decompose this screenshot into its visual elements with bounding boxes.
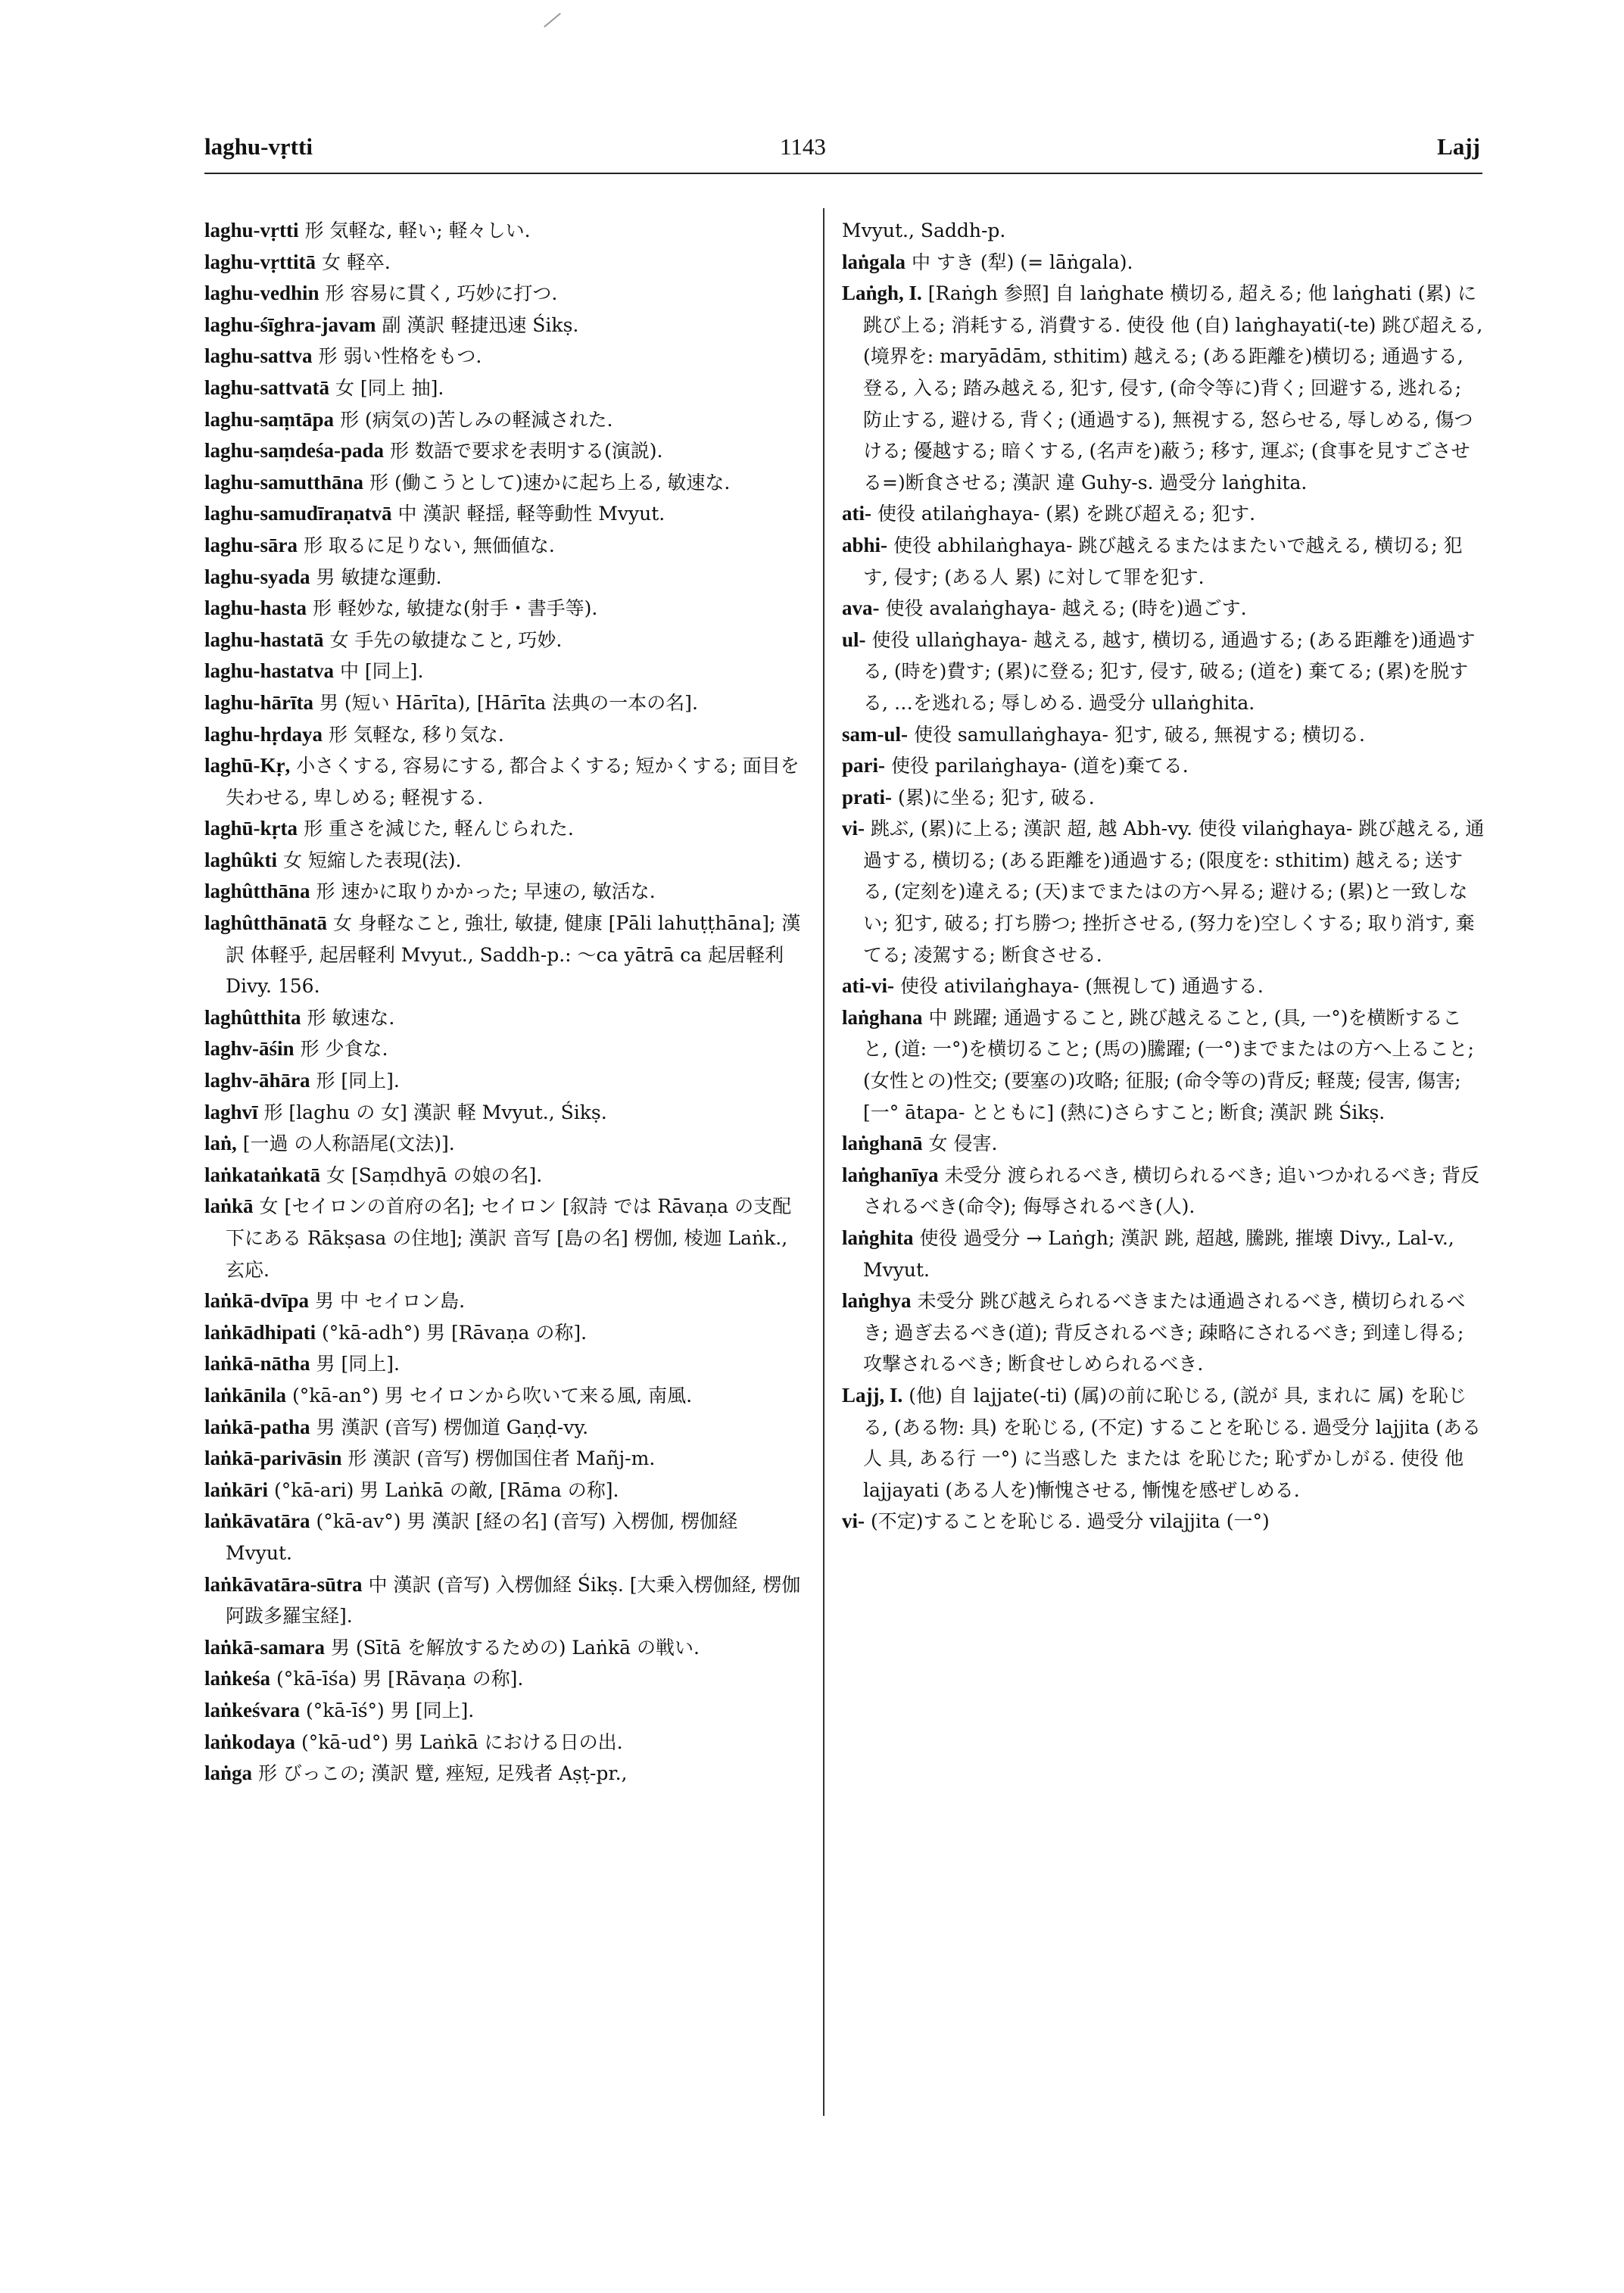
- dictionary-entry: [204, 750, 810, 813]
- right-column: [842, 215, 1485, 1537]
- entry-definition: (°kā-ud°) 男 Laṅkā における日の出.: [301, 1731, 623, 1753]
- dictionary-entry: [842, 1128, 1485, 1160]
- entry-headword: laghu-saṃtāpa: [204, 407, 335, 431]
- entry-definition: (°kā-ari) 男 Laṅkā の敵, [Rāma の称].: [273, 1478, 619, 1501]
- dictionary-entry: [842, 719, 1485, 751]
- dictionary-entry: [204, 498, 810, 530]
- entry-headword: laghûkti: [204, 848, 278, 871]
- dictionary-entry: [204, 625, 810, 656]
- dictionary-entry: [204, 1348, 810, 1380]
- entry-definition: 使役 parilaṅghaya- (道を)棄てる.: [890, 755, 1189, 777]
- entry-definition: 男 [同上].: [316, 1353, 400, 1375]
- dictionary-entry: [204, 1443, 810, 1475]
- entry-definition: 形 敏速な.: [307, 1006, 395, 1029]
- entry-definition: 男 中 セイロン島.: [315, 1290, 466, 1313]
- entry-headword: sam-ul-: [842, 722, 908, 746]
- entry-headword: laṅgala: [842, 250, 906, 273]
- dictionary-entry: [204, 845, 810, 877]
- dictionary-entry: [204, 1758, 810, 1790]
- dictionary-entry: [842, 813, 1485, 970]
- dictionary-entry: [842, 1506, 1485, 1537]
- entry-headword: laghu-samutthāna: [204, 470, 364, 494]
- dictionary-entry: [204, 467, 810, 499]
- entry-definition: 中 漢訳 (音写) 入楞伽経 Śikṣ. [大乗入楞伽経, 楞伽阿跋多羅宝経].: [226, 1573, 801, 1628]
- entry-headword: laghu-syada: [204, 565, 310, 588]
- entry-definition: 男 敏捷な運動.: [316, 565, 442, 588]
- entry-definition: 女 手先の敏捷なこと, 巧妙.: [329, 628, 563, 651]
- entry-definition: 小さくする, 容易にする, 都合よくする; 短かくする; 面目を失わせる, 卑しめる; 軽視する.: [226, 755, 800, 808]
- entry-definition: 形 重さを減じた, 軽んじられた.: [303, 818, 574, 840]
- entry-definition: 形 軽妙な, 敏捷な(射手・書手等).: [313, 597, 598, 620]
- dictionary-entry: [204, 1569, 810, 1632]
- entry-headword: prati-: [842, 785, 892, 808]
- entry-definition: 形 びっこの; 漢訳 躄, 痤短, 足残者 Aṣṭ-pr.,: [257, 1762, 628, 1785]
- entry-headword: laṅkeśvara: [204, 1698, 301, 1721]
- entry-headword: laghū-kṛta: [204, 817, 298, 840]
- entry-headword: ava-: [842, 597, 880, 620]
- entry-definition: 形 数語で要求を表明する(演説).: [390, 440, 663, 463]
- entry-definition: 副 漢訳 軽捷迅速 Śikṣ.: [382, 313, 579, 336]
- entry-headword: laghu-hārīta: [204, 690, 314, 714]
- dictionary-entry: [204, 593, 810, 625]
- entry-headword: laghu-saṃdeśa-pada: [204, 439, 385, 463]
- dictionary-entry: [842, 247, 1485, 279]
- entry-headword: laghûtthānatā: [204, 911, 328, 935]
- dictionary-entry: [204, 341, 810, 372]
- dictionary-entry: [842, 530, 1485, 593]
- dictionary-entry: [204, 1475, 810, 1506]
- dictionary-entry: [204, 372, 810, 404]
- dictionary-entry: [842, 593, 1485, 625]
- entry-headword: abhi-: [842, 533, 888, 556]
- dictionary-entry: [204, 247, 810, 279]
- header-rule: [204, 173, 1482, 174]
- entry-definition: 女 軽卒.: [321, 251, 391, 273]
- entry-definition: (他) 自 lajjate(-ti) (属)の前に恥じる, (説が 具, まれに 属) を恥じる, (ある物: 具) を恥じる, (不定) することを恥じる. 過受分 lajjita (ある人 具, ある行 一°) に当惑した または を恥じた; 恥ずかしがる. 使役 他 lajjayati (ある人を)慚愧させる, 慚愧を感ぜしめる.: [863, 1384, 1481, 1501]
- entry-definition: 使役 abhilaṅghaya- 跳び越えるまたはまたいで越える, 横切る; 犯す, 侵す; (ある人 累) に対して罪を犯す.: [863, 534, 1463, 588]
- entry-headword: laghu-vṛtti: [204, 219, 299, 241]
- entry-definition: 形 (病気の)苦しみの軽減された.: [339, 408, 613, 431]
- dictionary-entry: [842, 215, 1485, 247]
- entry-headword: laṅkā-samara: [204, 1635, 326, 1659]
- entry-definition: 女 [Saṃdhyā の娘の名].: [326, 1164, 543, 1186]
- entry-headword: laghu-sattvatā: [204, 375, 330, 399]
- entry-definition: 形 気軽な, 軽い; 軽々しい.: [304, 220, 531, 241]
- entry-definition: (累)に坐る; 犯す, 破る.: [897, 786, 1095, 808]
- entry-definition: 使役 avalaṅghaya- 越える; (時を)過ごす.: [885, 597, 1247, 620]
- entry-definition: 形 漢訳 (音写) 楞伽国住者 Mañj-m.: [348, 1447, 656, 1470]
- running-head-left: laghu-vṛtti: [204, 133, 313, 160]
- entry-headword: laghu-śīghra-javam: [204, 313, 376, 336]
- dictionary-entry: [204, 215, 810, 247]
- entry-definition: 女 侵害.: [928, 1132, 998, 1155]
- dictionary-entry: [842, 625, 1485, 719]
- entry-headword: laṅkāvatāra-sūtra: [204, 1572, 363, 1596]
- entry-definition: 中 跳躍; 通過すること, 跳び越えること, (具, 一°)を横断すること, (道: 一°)を横切ること; (馬の)騰躍; (一°)までまたはの方へ上ること; (女性との)性交; (要塞の)攻略; 征服; (命令等の)背反; 軽蔑; 侵害, 傷害; [一° ātapa- とともに] (熱に)さらすこと; 断食; 漢訳 跳 Śikṣ.: [863, 1006, 1474, 1123]
- scan-mark: [544, 13, 568, 36]
- entry-headword: laghûtthita: [204, 1005, 301, 1029]
- dictionary-entry: [842, 782, 1485, 814]
- running-head-right: Lajj: [1437, 133, 1480, 160]
- entry-definition: [一過 の人称語尾(文法)].: [242, 1132, 455, 1155]
- entry-headword: laghûtthāna: [204, 880, 310, 903]
- entry-headword: laghu-hastatva: [204, 659, 335, 683]
- entry-headword: laṅga: [204, 1762, 253, 1785]
- entry-headword: laṅghita: [842, 1226, 914, 1249]
- dictionary-entry: [204, 1065, 810, 1097]
- entry-definition: 使役 過受分 → Laṅgh; 漢訳 跳, 超越, 騰跳, 摧壊 Divy., Lal-v., Mvyut.: [863, 1227, 1454, 1281]
- entry-definition: 中 漢訳 軽揺, 軽等動性 Mvyut.: [397, 503, 665, 525]
- dictionary-entry: [204, 1506, 810, 1569]
- dictionary-entry: [204, 656, 810, 687]
- entry-definition: 女 短縮した表現(法).: [283, 849, 462, 871]
- entry-headword: laṅkodaya: [204, 1730, 296, 1753]
- dictionary-entry: [204, 908, 810, 1002]
- entry-definition: 使役 ullaṅghaya- 越える, 越す, 横切る, 通過する; (ある距離を)通過する, (時を)費す; (累)に登る; 犯す, 侵す, 破る; (道を) 棄てる; (累)を脱する, …を逃れる; 辱しめる. 過受分 ullaṅghita.: [863, 628, 1476, 714]
- dictionary-entry: [204, 1285, 810, 1317]
- entry-definition: 使役 samullaṅghaya- 犯す, 破る, 無視する; 横切る.: [913, 723, 1365, 746]
- entry-headword: Lajj, I.: [842, 1383, 903, 1407]
- entry-headword: laṅghana: [842, 1005, 923, 1029]
- dictionary-entry: [842, 1380, 1485, 1506]
- entry-headword: laṅ,: [204, 1132, 237, 1155]
- dictionary-entry: [842, 1160, 1485, 1223]
- entry-headword: laghu-vedhin: [204, 282, 320, 305]
- entry-headword: laghu-sattva: [204, 344, 313, 368]
- entry-headword: vi-: [842, 1509, 865, 1533]
- entry-definition: 女 [同上 抽].: [335, 376, 444, 399]
- entry-definition: 男 (短い Hārīta), [Hārīta 法典の一本の名].: [319, 691, 698, 714]
- entry-headword: ati-vi-: [842, 974, 894, 998]
- entry-headword: laṅkādhipati: [204, 1320, 316, 1344]
- dictionary-entry: [204, 1128, 810, 1160]
- entry-definition: 使役 ativilaṅghaya- (無視して) 通過する.: [899, 975, 1264, 998]
- dictionary-entry: [204, 1191, 810, 1285]
- left-column: [204, 215, 810, 1790]
- entry-definition: (°kā-av°) 男 漢訳 [経の名] (音写) 入楞伽, 楞伽経 Mvyut.: [226, 1510, 738, 1564]
- entry-headword: laṅkataṅkatā: [204, 1163, 321, 1186]
- dictionary-entry: [204, 813, 810, 845]
- entry-definition: 中 [同上].: [339, 660, 424, 683]
- entry-headword: laṅkā-dvīpa: [204, 1289, 310, 1313]
- entry-headword: laghu-samudīraṇatvā: [204, 502, 392, 525]
- entry-headword: laghu-hastatā: [204, 628, 324, 651]
- entry-headword: Laṅgh, I.: [842, 282, 922, 305]
- dictionary-entry: [204, 1380, 810, 1412]
- entry-definition: 女 [セイロンの首府の名]; セイロン [叙詩 では Rāvaṇa の支配下にある Rākṣasa の住地]; 漢訳 音写 [島の名] 楞伽, 棱迦 Laṅk., 玄応.: [226, 1195, 792, 1281]
- entry-definition: (°kā-an°) 男 セイロンから吹いて来る風, 南風.: [292, 1384, 693, 1407]
- column-divider: [823, 208, 824, 2116]
- page-number: 1143: [780, 133, 826, 160]
- entry-definition: 形 少食な.: [300, 1038, 388, 1061]
- dictionary-entry: [204, 1317, 810, 1349]
- entry-definition: 形 [同上].: [316, 1070, 400, 1092]
- dictionary-entry: [842, 750, 1485, 782]
- entry-definition: (°kā-īśa) 男 [Rāvaṇa の称].: [276, 1668, 524, 1690]
- entry-definition: 未受分 跳び越えられるべきまたは通過されるべき, 横切られるべき; 過ぎ去るべき(道); 背反されるべき; 疎略にされるべき; 到達し得る; 攻撃されるべき; 断食せしめられるべき.: [863, 1290, 1466, 1375]
- entry-definition: 形 速かに取りかかった; 早速の, 敏活な.: [316, 880, 656, 903]
- entry-headword: laṅghanā: [842, 1132, 923, 1155]
- entry-headword: pari-: [842, 754, 885, 777]
- dictionary-entry: [204, 1160, 810, 1192]
- entry-headword: ul-: [842, 628, 866, 651]
- entry-definition: 形 [laghu の 女] 漢訳 軽 Mvyut., Śikṣ.: [263, 1101, 607, 1123]
- entry-headword: laghū-Kṛ,: [204, 754, 291, 777]
- entry-definition: 形 気軽な, 移り気な.: [329, 723, 504, 746]
- dictionary-entry: [204, 1727, 810, 1759]
- dictionary-entry: [204, 278, 810, 310]
- entry-headword: vi-: [842, 817, 865, 840]
- entry-definition: 形 (働こうとして)速かに起ち上る, 敏速な.: [369, 471, 731, 494]
- entry-headword: laṅkeśa: [204, 1667, 271, 1690]
- dictionary-entry: [842, 1223, 1485, 1285]
- entry-headword: laṅkā: [204, 1195, 254, 1218]
- dictionary-entry: [842, 498, 1485, 530]
- dictionary-entry: [204, 687, 810, 719]
- entry-headword: ati-: [842, 502, 871, 525]
- dictionary-entry: [842, 970, 1485, 1002]
- dictionary-entry: [204, 435, 810, 467]
- entry-definition: 未受分 渡られるべき, 横切られるべき; 追いつかれるべき; 背反されるべき(命令); 侮辱されるべき(人).: [863, 1164, 1480, 1218]
- entry-definition: 中 すき (犁) (= lāṅgala).: [911, 251, 1133, 273]
- dictionary-entry: [204, 1412, 810, 1444]
- entry-headword: laṅghanīya: [842, 1163, 939, 1186]
- dictionary-entry: [204, 310, 810, 341]
- entry-headword: laṅkānila: [204, 1383, 287, 1407]
- dictionary-entry: [204, 530, 810, 562]
- entry-definition: Mvyut., Saddh-p.: [842, 220, 1006, 241]
- entry-definition: (不定)することを恥じる. 過受分 vilajjita (一°): [870, 1510, 1270, 1533]
- entry-definition: 使役 atilaṅghaya- (累) を跳び超える; 犯す.: [877, 503, 1256, 525]
- entry-headword: laghu-hasta: [204, 597, 307, 620]
- entry-definition: 形 取るに足りない, 無価値な.: [303, 534, 555, 556]
- entry-headword: laghv-āhāra: [204, 1069, 310, 1092]
- dictionary-entry: [204, 562, 810, 594]
- entry-headword: laṅkā-patha: [204, 1415, 310, 1438]
- entry-headword: laghu-vṛttitā: [204, 250, 316, 273]
- entry-definition: 形 容易に貫く, 巧妙に打つ.: [325, 282, 558, 305]
- entry-headword: laṅghya: [842, 1289, 912, 1313]
- dictionary-entry: [204, 1695, 810, 1727]
- dictionary-entry: [204, 876, 810, 908]
- entry-definition: 男 漢訳 (音写) 楞伽道 Gaṇḍ-vy.: [316, 1416, 589, 1438]
- entry-definition: 男 (Sītā を解放するための) Laṅkā の戦い.: [330, 1636, 700, 1659]
- dictionary-entry: [204, 1632, 810, 1664]
- entry-definition: 女 身軽なこと, 強壮, 敏捷, 健康 [Pāli lahuṭṭhāna]; 漢訳 体軽乎, 起居軽利 Mvyut., Saddh-p.: ～ca yātrā ca 起居軽利 Divy. 156.: [226, 912, 801, 998]
- dictionary-entry: [204, 1663, 810, 1695]
- dictionary-entry: [204, 1033, 810, 1065]
- entry-headword: laṅkā-parivāsin: [204, 1447, 342, 1470]
- entry-definition: 形 弱い性格をもつ.: [318, 345, 482, 368]
- entry-headword: laṅkā-nātha: [204, 1352, 310, 1375]
- dictionary-entry: [842, 1002, 1485, 1128]
- entry-headword: laghvī: [204, 1100, 258, 1123]
- dictionary-entry: [842, 1285, 1485, 1380]
- entry-definition: [Raṅgh 参照] 自 laṅghate 横切る, 超える; 他 laṅghati (累) に跳び上る; 消耗する, 消費する. 使役 他 (自) laṅghayati(-te) 跳び超える, (境界を: maryādām, sthitim) 越える; (ある距離を)横切る; 通過する, 登る, 入る; 踏み越える, 犯す, 侵す, (命令等に)背く; 回避する, 逃れる; 防止する, 避ける, 背く; (通過する), 無視する, 怒らせる, 辱しめる, 傷つける; 優越する; 暗くする, (名声を)蔽う; 移す, 運ぶ; (食事を見すごさせる=)断食させる; 漢訳 違 Guhy-s. 過受分 laṅghita.: [863, 282, 1483, 494]
- dictionary-entry: [204, 404, 810, 436]
- entry-headword: laṅkāvatāra: [204, 1509, 310, 1533]
- entry-headword: laghu-hṛdaya: [204, 722, 323, 746]
- entry-definition: (°kā-adh°) 男 [Rāvaṇa の称].: [322, 1321, 588, 1344]
- entry-headword: laṅkāri: [204, 1478, 269, 1501]
- dictionary-entry: [204, 1002, 810, 1034]
- dictionary-entry: [842, 278, 1485, 498]
- entry-definition: (°kā-īś°) 男 [同上].: [305, 1699, 475, 1721]
- entry-headword: laghu-sāra: [204, 533, 298, 556]
- entry-headword: laghv-āśin: [204, 1037, 295, 1061]
- dictionary-entry: [204, 719, 810, 751]
- dictionary-entry: [204, 1097, 810, 1129]
- entry-definition: 跳ぶ, (累)に上る; 漢訳 超, 越 Abh-vy. 使役 vilaṅghaya- 跳び越える, 通過する, 横切る; (ある距離を)通過する; (限度を: sthitim) 越える; 送する, (定刻を)違える; (天)までまたはの方へ昇る; 避ける; (累)と一致しない; 犯す, 破る; 打ち勝つ; 挫折させる, (努力を)空しくする; 取り消す, 棄てる; 凌駕する; 断食させる.: [863, 818, 1485, 966]
